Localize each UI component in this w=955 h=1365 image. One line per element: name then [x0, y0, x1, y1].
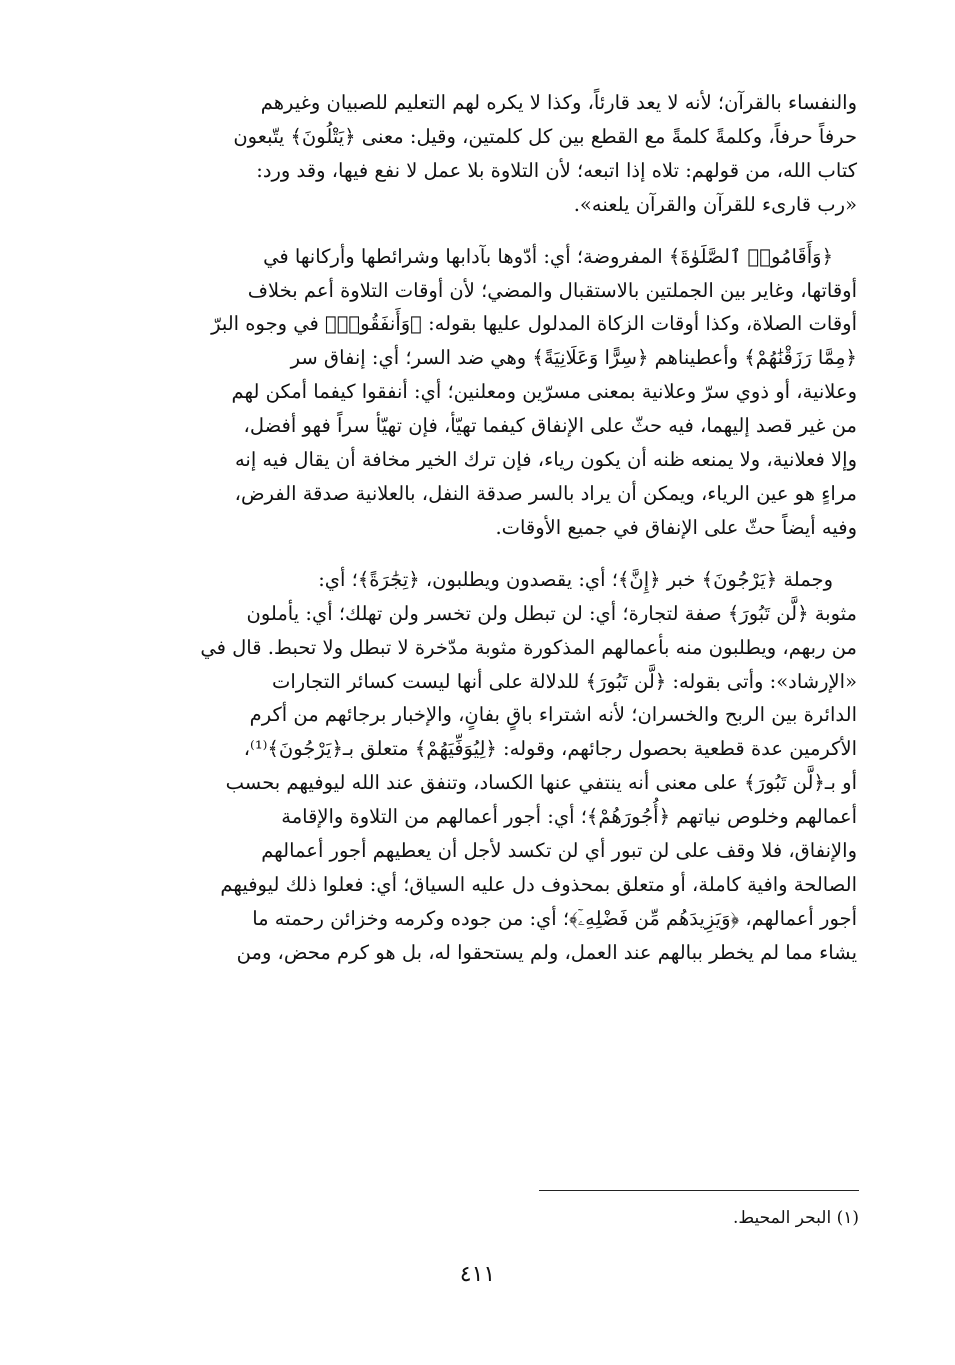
text-line: الأكرمين عدة قطعية بحصول رجائهم، وقوله: ﴿لِيُوَفِّيَهُمْ﴾ متعلق بـ﴿يَرْجُونَ﴾⁽¹⁾، — [243, 737, 857, 761]
text-line: يشاء مما لم يخطر ببالهم عند العمل، ولم يستحقوا له، بل هو كرم محض، ومن — [236, 940, 857, 964]
text-line: مثوبة ﴿لَّن تَبُورَ﴾ صفة لتجارة؛ أي: لن تبطل ولن تخسر ولن تهلك؛ أي: يأملون — [246, 601, 857, 625]
text-line: أوقاتها، وغاير بين الجملتين بالاستقبال والمضي؛ لأن أوقات التلاوة أعم بخلاف — [247, 278, 857, 302]
text-line: من ربهم، ويطلبون منه بأعمالهم المذكورة مثوبة مدّخرة لا تبطل ولا تحبط. قال في — [200, 635, 857, 659]
text-line: وإلا فعلانية، ولا يمنعه ظنه أن يكون رياء، فإن ترك الخير مخافة أن يقال فيه إنه — [234, 448, 857, 472]
text-line: أو بـ﴿لَّن تَبُورَ﴾ على معنى أنه ينتفي عنها الكساد، وتنفق عند الله ليوفيهم بحسب — [225, 771, 857, 795]
text-line: من غير قصد إليهما، فيه حثّ على الإنفاق كيفما تهيّأ، فإن تهيّأ سراً فهو أفضل، — [243, 414, 857, 438]
text-line: «رب قارىء للقرآن والقرآن يلعنه». — [573, 192, 857, 216]
text-line: ﴿مِمَّا رَزَقْنَٰهُمْ﴾ وأعطيناهم ﴿سِرًّا وَعَلَانِيَةً﴾ وهي ضد السر؛ أي: إنفاق سر — [290, 346, 857, 370]
footnote-marker: (١) — [836, 1208, 859, 1228]
text-line: أعمالهم وخلوص نياتهم ﴿أُجُورَهُمْ﴾؛ أي: أجور أعمالهم من التلاوة والإقامة — [281, 805, 857, 829]
page-number: ٤١١ — [459, 1262, 496, 1287]
paragraph-2 — [93, 240, 857, 545]
main-text — [93, 86, 857, 970]
text-line: كتاب الله، من قولهم: تلاه إذا اتبعه؛ لأن التلاوة بلا عمل لا نفع فيها، وقد ورد: — [256, 158, 857, 182]
text-line: والنفساء بالقرآن؛ لأنه لا يعد قارئاً، وكذا لا يكره لهم التعليم للصبيان وغيرهم — [260, 91, 857, 114]
footnote-divider — [539, 1190, 859, 1191]
text-line: وعلانية، أو ذوي سرّ وعلانية بمعنى مسرّين ومعلنين؛ أي: أنفقوا كيفما أمكن لهم — [231, 380, 857, 404]
text-line: أوقات الصلاة، وكذا أوقات الزكاة المدلول عليها بقوله: ﴿وَأَنفَقُوا۟﴾ في وجوه البرّ — [211, 312, 857, 336]
text-line: الدائرة بين الربح والخسران؛ لأنه اشتراء باقٍ بفانٍ، والإخبار برجائهم من أكرم — [249, 703, 857, 727]
footnote-text: البحر المحيط. — [733, 1208, 832, 1228]
footnote — [459, 1205, 859, 1231]
text-line: وجملة ﴿يَرْجُونَ﴾ خبر ﴿إِنَّ﴾؛ أي: يقصدون ويطلبون، ﴿تِجَٰرَةً﴾؛ أي: — [318, 567, 833, 591]
text-line: أجور أعمالهم، ﴿وَيَزِيدَهُم مِّن فَضْلِهِۦٓ﴾؛ أي: من جوده وكرمه وخزائن رحمته ما — [252, 906, 857, 930]
text-line: حرفاً حرفاً، وكلمةً كلمةً مع القطع بين كل كلمتين، وقيل: معنى ﴿يَتْلُونَ﴾ يتّبعون — [233, 124, 857, 148]
text-line: مراءٍ هو عين الرياء، ويمكن أن يراد بالسر صدقة النفل، بالعلانية صدقة الفرض، — [234, 481, 857, 505]
text-line: والإنفاق، فلا وقف على لن تبور أي لن تكسد لأجل أن يعطيهم أجور أعمالهم — [261, 839, 857, 863]
text-line: الصالحة وافية كاملة، أو متعلق بمحذوف دل عليه السياق؛ أي: فعلوا ذلك ليوفيهم — [220, 872, 857, 896]
text-line: ﴿وَأَقَامُوا۟ ٱلصَّلَوٰةَ﴾ المفروضة؛ أي: أدّوها بآدابها وشرائطها وأركانها في — [263, 244, 833, 268]
text-line: وفيه أيضاً حثّ على الإنفاق في جميع الأوقات. — [495, 515, 857, 539]
text-line: «الإرشاد»: وأتى بقوله: ﴿لَّن تَبُورَ﴾ للدلالة على أنها ليست كسائر التجارات — [271, 669, 857, 693]
paragraph-1 — [93, 86, 857, 222]
paragraph-3 — [93, 563, 857, 970]
